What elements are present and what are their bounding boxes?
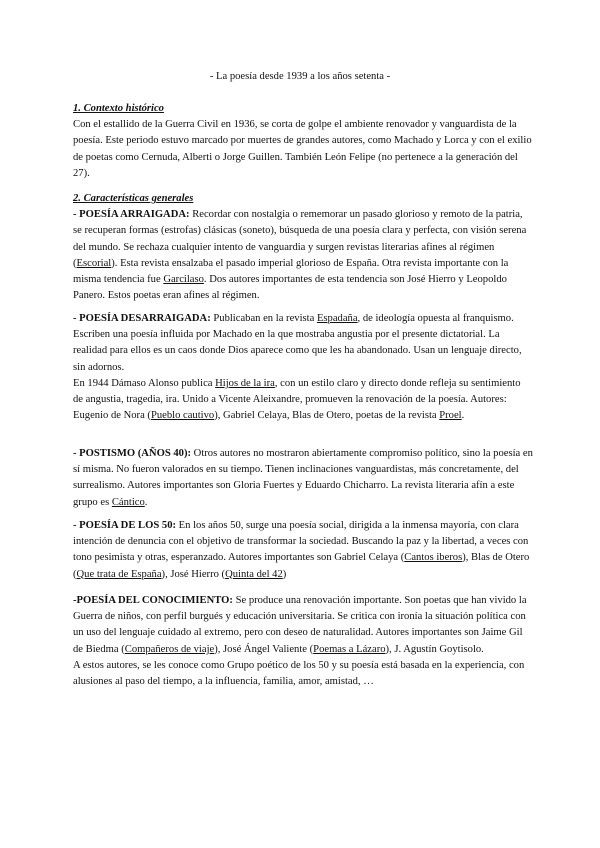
text-segment: , con un estilo claro y directo donde refleja su sentimiento de angustia, tragedia, ira. Unido a Vicente Aleixandre, promueven la renovación de la poesía. Autores: Eugenio de Nora ( [73, 377, 521, 422]
text-segment: Publicaban en la revista [210, 313, 317, 324]
text-segment: . [461, 410, 465, 422]
obra-poemas-a-lazaro: Poemas a Lázaro [313, 643, 386, 655]
paragraph-poesia-50 [73, 518, 533, 583]
lead-postismo: - POSTISMO (AÑOS 40): [73, 448, 192, 459]
lead-poesia-desarraigada: - POESÍA DESARRAIGADA: [73, 313, 211, 324]
lead-poesia-arraigada: - POESÍA ARRAIGADA: [73, 209, 190, 221]
obra-hijos-de-la-ira: Hijos de la ira [215, 377, 275, 389]
obra-pueblo-cautivo: Pueblo cautivo [150, 410, 215, 422]
obra-que-trata-de-espana: Que trata de España [76, 568, 162, 580]
lead-poesia-50: - POESÍA DE LOS 50: [73, 520, 177, 531]
section-contexto [73, 101, 533, 182]
document-title: - La poesía desde 1939 a los años setenta - [209, 71, 391, 82]
section-heading-contexto: 1. Contexto histórico [73, 103, 164, 114]
revista-espadana: Espadaña [316, 313, 358, 324]
text-segment: Otros autores no mostraron abiertamente compromiso político, sino la poesía en sí misma. No fueron valorados en su tiempo. Tienen inclinaciones vanguardistas, más concretamente, del surrealismo. Autores importantes son Gloria Fuertes y Eduardo Chicharro. La revista literaria afín a este grupo es [73, 448, 533, 508]
section-desarraigada [73, 311, 533, 424]
text-segment: ), J. Agustín Goytisolo. [385, 643, 484, 655]
text-segment: Se produce una renovación importante. Son poetas que han vivido la Guerra de niños, con perfil burgués y educación universitaria. Se critica con ironía la situación política con un uso del lenguaje cuidado al extremo, pero con deseo de naturalidad. Autores importantes son Jaime Gil de Biedma ( [73, 595, 527, 655]
text-segment: ). Esta revista ensalzaba el pasado imperial glorioso de España. Otra revista importante con la misma tendencia fue [73, 257, 509, 286]
obra-companeros-de-viaje: Compañeros de viaje [124, 643, 215, 655]
text-segment: En 1944 Dámaso Alonso publica [73, 377, 216, 389]
text-segment: ) [282, 568, 287, 580]
paragraph-poesia-desarraigada [73, 311, 533, 376]
revista-escorial: Escorial [76, 257, 112, 269]
paragraph-contexto: Con el estallido de la Guerra Civil en 1936, se corta de golpe el ambiente renovador y vanguardista de la poesía. Este periodo estuvo marcado por muertes de grandes autores, como Machado y Lorca y con el exilio de poetas como Cernuda, Alberti o Jorge Guillen. También León Felipe (no pertenece a la generación del 27). [73, 119, 532, 179]
obra-quinta-del-42: Quinta del 42 [225, 568, 283, 580]
text-segment: . [144, 496, 148, 508]
paragraph-poesia-arraigada [73, 207, 533, 304]
section-caracteristicas [73, 191, 533, 304]
revista-cantico: Cántico [111, 496, 145, 508]
text-segment: , de ideología opuesta al franquismo. Escriben una poesía influida por Machado en la que mostraba angustia por el presente dictatorial. La realidad para ellos es un caos donde Dios aparece como que les ha abandonado. Usan un lenguaje directo, sin adornos. [73, 313, 522, 373]
obra-cantos-iberos: Cantos iberos [404, 552, 463, 564]
revista-proel: Proel [439, 410, 462, 422]
text-segment: ), José Ángel Valiente ( [214, 643, 314, 655]
paragraph-poesia-conocimiento [73, 593, 533, 658]
text-segment: ), Gabriel Celaya, Blas de Otero, poetas de la revista [214, 410, 440, 422]
paragraph-grupo-poetico-50: A estos autores, se les conoce como Grupo poético de los 50 y su poesía está basada en la experiencia, con alusiones al paso del tiempo, a la influencia, familia, amor, amistad, … [73, 659, 525, 688]
section-poesia-50 [73, 518, 533, 583]
section-heading-caracteristicas: 2. Características generales [73, 193, 194, 204]
section-poesia-conocimiento [73, 593, 533, 690]
text-segment: En los años 50, surge una poesía social, dirigida a la inmensa mayoría, con clara intención de denuncia con el objetivo de transformar la sociedad. Buscando la paz y la libertad, a veces con tono pesimista y otras, esperanzado. Autores importantes son Gabriel Celaya ( [73, 520, 529, 564]
paragraph-damaso-alonso [73, 376, 533, 425]
text-segment: ), José Hierro ( [161, 568, 226, 580]
text-segment: ), Blas de Otero ( [73, 552, 530, 580]
section-postismo [73, 446, 533, 511]
revista-garcilaso: Garcilaso [163, 274, 204, 286]
text-segment: Recordar con nostalgia o rememorar un pasado glorioso y remoto de la patria, se recuperan formas (estrofas) clásicas (soneto), búsqueda de una poesía clara y perfecta, con visión serena del mundo. Se rechaza cualquier intento de vanguardia y surgen revistas literarias afines al régimen ( [73, 209, 527, 269]
text-segment: . Dos autores importantes de esta tendencia son José Hierro y Leopoldo Panero. Estos poetas eran afines al régimen. [73, 274, 507, 302]
paragraph-postismo [73, 446, 533, 511]
lead-poesia-conocimiento: -POESÍA DEL CONOCIMIENTO: [73, 595, 233, 606]
